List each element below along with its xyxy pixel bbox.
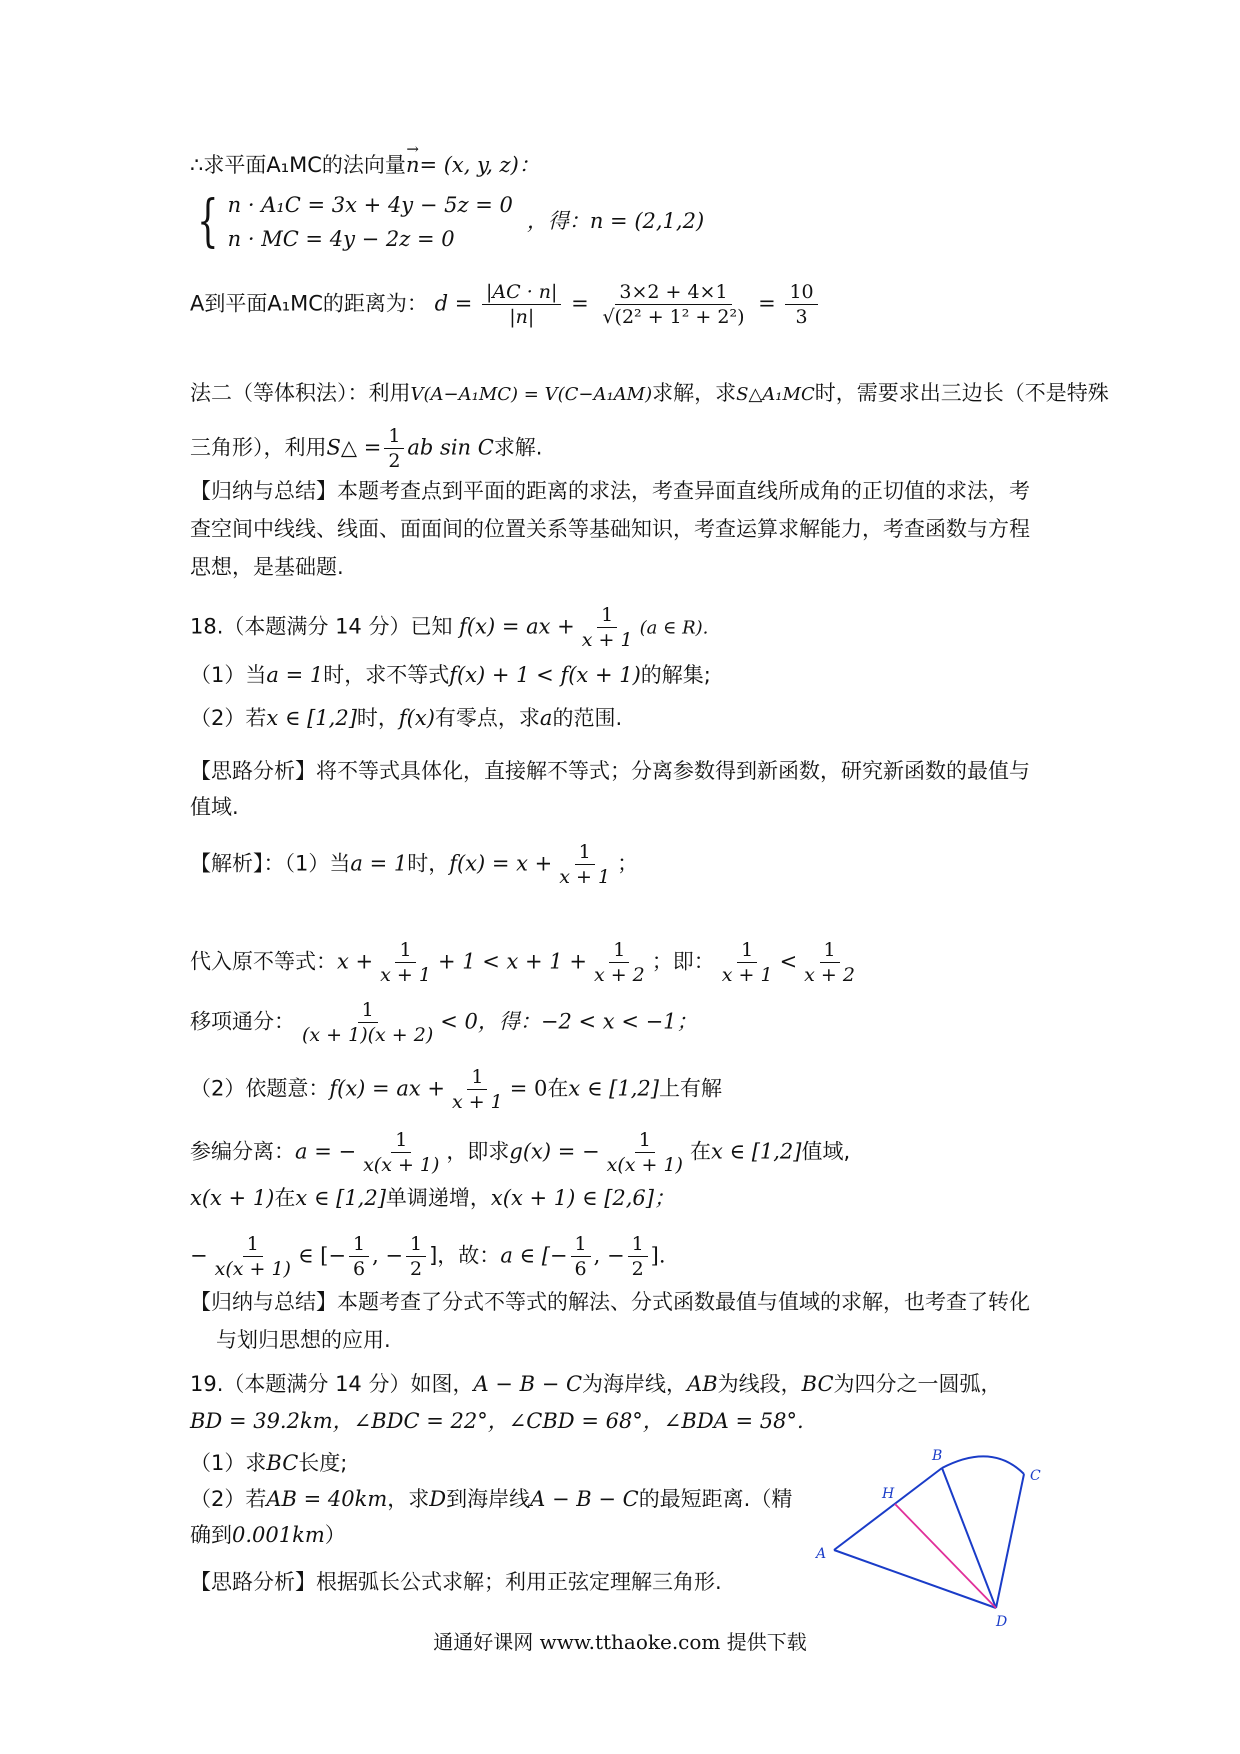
fraction bbox=[603, 1128, 687, 1177]
formula: < bbox=[779, 949, 798, 974]
summary-line: 查空间中线线、线面、面面间的位置关系等基础知识，考查运算求解能力，考查函数与方程 bbox=[190, 517, 1030, 541]
fraction bbox=[590, 938, 649, 987]
combine-line bbox=[190, 998, 698, 1047]
text: 为四分之一圆弧， bbox=[833, 1372, 1002, 1396]
numerator: 1 bbox=[737, 938, 757, 963]
numerator: 1 bbox=[243, 1232, 263, 1257]
denominator: 2 bbox=[410, 1258, 423, 1280]
formula: x ∈ [1,2] bbox=[710, 1139, 802, 1164]
fraction bbox=[571, 1232, 591, 1281]
formula: x + bbox=[337, 949, 374, 974]
numerator: 10 bbox=[785, 280, 817, 305]
denominator: 2 bbox=[631, 1258, 644, 1280]
numerator: 1 bbox=[384, 424, 404, 449]
text: 在 bbox=[274, 1186, 296, 1210]
question-19-part-2 bbox=[190, 1484, 792, 1514]
question-18-part-2 bbox=[190, 703, 622, 733]
formula: BD = 39.2km，∠BDC = 22°，∠CBD = 68°，∠BDA = 58°. bbox=[190, 1409, 804, 1433]
denominator: x(x + 1) bbox=[363, 1154, 440, 1176]
denominator: x + 1 bbox=[721, 964, 773, 986]
formula: x ∈ [1,2] bbox=[568, 1076, 659, 1101]
segment-AD bbox=[834, 1550, 996, 1608]
fraction bbox=[598, 280, 748, 329]
separation-line bbox=[190, 1128, 850, 1177]
text: ） bbox=[324, 1523, 346, 1547]
text: ]，故： bbox=[429, 1243, 501, 1268]
question-19 bbox=[190, 1369, 1002, 1399]
text: 18.（本题满分 14 分）已知 bbox=[190, 614, 453, 639]
text: 移项通分： bbox=[190, 1009, 295, 1034]
text: 在 bbox=[689, 1139, 711, 1164]
text: 为线段， bbox=[717, 1372, 802, 1396]
formula: x ∈ [1,2] bbox=[295, 1186, 386, 1210]
analysis-line: 【思路分析】根据弧长公式求解；利用正弦定理解三角形. bbox=[190, 1570, 722, 1594]
text: 的最短距离.（精 bbox=[638, 1487, 793, 1511]
text: 有零点，求 bbox=[434, 706, 540, 730]
formula: ∈ [− bbox=[297, 1243, 346, 1268]
label-C: C bbox=[1030, 1468, 1041, 1484]
analysis-line: 【思路分析】将不等式具体化，直接解不等式；分离参数得到新函数，研究新函数的最值与 bbox=[190, 759, 1030, 783]
denominator: 2 bbox=[388, 450, 401, 472]
formula: f(x) = ax + bbox=[329, 1076, 445, 1101]
question-19-part-1 bbox=[190, 1448, 347, 1478]
text: 上有解 bbox=[658, 1076, 722, 1101]
text: （1）求 bbox=[190, 1451, 267, 1475]
text: ，求 bbox=[387, 1487, 430, 1511]
numerator: 1 bbox=[358, 998, 378, 1023]
segment-BD bbox=[942, 1468, 996, 1608]
segment-AB bbox=[834, 1468, 942, 1550]
label-B: B bbox=[932, 1448, 943, 1464]
denominator: x + 1 bbox=[451, 1091, 503, 1113]
summary-line: 思想，是基础题. bbox=[190, 555, 344, 579]
formula: − bbox=[190, 1243, 208, 1268]
fraction bbox=[349, 1232, 369, 1281]
formula: f(x) + 1 < f(x + 1) bbox=[449, 663, 641, 687]
formula: f(x) = x + bbox=[449, 851, 553, 876]
text: 的范围. bbox=[552, 706, 623, 730]
formula: ]. bbox=[650, 1243, 666, 1268]
fraction bbox=[800, 938, 859, 987]
summary-line: 【归纳与总结】本题考查了分式不等式的解法、分式函数最值与值域的求解，也考查了转化 bbox=[190, 1290, 1030, 1314]
denominator: 6 bbox=[352, 1258, 366, 1280]
text: 时，求不等式 bbox=[323, 663, 450, 687]
formula: < 0，得：−2 < x < −1； bbox=[440, 1009, 698, 1034]
numerator: 1 bbox=[349, 1232, 369, 1257]
text: 求解，求 bbox=[652, 381, 737, 405]
text: = (x, y, z)： bbox=[419, 153, 540, 177]
text: （2）若 bbox=[190, 1487, 267, 1511]
footer-text: 通通好课网 www.tthaoke.com 提供下载 bbox=[433, 1630, 807, 1654]
fraction bbox=[406, 1232, 426, 1281]
fraction bbox=[555, 840, 614, 889]
text: 求解. bbox=[493, 435, 543, 460]
formula: (a ∈ R). bbox=[639, 617, 709, 639]
text: ∴求平面A₁MC的法向量 bbox=[190, 153, 406, 177]
formula: f(x) = ax + bbox=[459, 614, 575, 639]
numerator: |AC · n| bbox=[482, 280, 561, 305]
numerator: 3×2 + 4×1 bbox=[615, 280, 731, 305]
question-18-part-1 bbox=[190, 660, 711, 690]
numerator: 1 bbox=[391, 1128, 411, 1153]
numerator: 1 bbox=[571, 1232, 591, 1257]
fraction bbox=[298, 998, 437, 1047]
formula: V(A−A₁MC) = V(C−A₁AM) bbox=[410, 384, 653, 405]
denominator: √(2² + 1² + 2²) bbox=[602, 306, 745, 328]
formula: 0.001km bbox=[232, 1523, 325, 1547]
fraction bbox=[718, 938, 777, 987]
formula: f(x) bbox=[398, 706, 435, 730]
monotonic-line bbox=[190, 1183, 675, 1213]
denominator: 6 bbox=[574, 1258, 587, 1280]
numerator: 1 bbox=[406, 1232, 426, 1257]
method-two-line-2 bbox=[190, 424, 543, 473]
numerator: 1 bbox=[635, 1128, 655, 1153]
fraction bbox=[482, 280, 561, 329]
system-result: ，得：n = (2,1,2) bbox=[526, 209, 705, 233]
denominator: 3 bbox=[795, 306, 808, 328]
text: 长度; bbox=[298, 1451, 348, 1475]
text: 在 bbox=[547, 1076, 569, 1101]
formula: a = − bbox=[295, 1139, 357, 1164]
formula: x(x + 1) ∈ [2,6]； bbox=[490, 1186, 675, 1210]
summary-line: 【归纳与总结】本题考查点到平面的距离的求法，考查异面直线所成角的正切值的求法，考 bbox=[190, 479, 1030, 503]
question-19-given bbox=[190, 1406, 804, 1436]
formula: AB = 40km bbox=[266, 1487, 388, 1511]
fraction bbox=[384, 424, 404, 473]
distance-line: A到平面A₁MC的距离为： d = $\frac{|AC \cdot n|}{|n|}$ = $\frac{3\times 2 + 4\times 1}{\text{√(2² + 1² + 2²)}}$ = $\frac{10}{3}$ bbox=[190, 280, 821, 329]
formula: a = 1 bbox=[350, 851, 408, 876]
formula: A − B − C bbox=[530, 1487, 639, 1511]
fraction bbox=[211, 1232, 295, 1281]
numerator: 1 bbox=[609, 938, 629, 963]
brace: { bbox=[197, 189, 219, 254]
fraction bbox=[785, 280, 817, 329]
numerator: 1 bbox=[597, 603, 617, 628]
question-18 bbox=[190, 603, 708, 652]
formula: AB bbox=[687, 1372, 718, 1396]
text: 时，需要求出三边长（不是特殊 bbox=[814, 381, 1109, 405]
numerator: 1 bbox=[628, 1232, 648, 1257]
equation-system bbox=[190, 188, 704, 256]
text: 确到 bbox=[190, 1523, 232, 1547]
text: ，即求 bbox=[446, 1139, 510, 1164]
denominator: x(x + 1) bbox=[214, 1258, 291, 1280]
text: 值域, bbox=[801, 1139, 851, 1164]
numerator: 1 bbox=[820, 938, 840, 963]
denominator: x + 2 bbox=[593, 964, 645, 986]
question-19-part-2-cont bbox=[190, 1520, 346, 1550]
fraction bbox=[448, 1065, 507, 1114]
formula: a bbox=[539, 706, 553, 730]
text: （1）当 bbox=[190, 663, 267, 687]
denominator: x + 1 bbox=[559, 866, 611, 888]
formula: , − bbox=[372, 1243, 404, 1268]
denominator: x + 1 bbox=[380, 964, 431, 986]
denominator: |n| bbox=[509, 306, 535, 328]
formula: x(x + 1) bbox=[190, 1186, 275, 1210]
denominator: (x + 1)(x + 2) bbox=[302, 1024, 434, 1046]
formula: D bbox=[429, 1487, 447, 1511]
numerator: 1 bbox=[575, 840, 595, 865]
formula: g(x) = − bbox=[509, 1139, 600, 1164]
normal-vector-line bbox=[190, 150, 540, 180]
text: 【解析】：（1）当 bbox=[190, 851, 351, 876]
text: （2）若 bbox=[190, 706, 267, 730]
text: 法二（等体积法）：利用 bbox=[190, 381, 411, 405]
result-line bbox=[190, 1232, 666, 1281]
formula: + 1 < x + 1 + bbox=[437, 949, 587, 974]
solution-part-1 bbox=[190, 840, 638, 889]
system-lines bbox=[228, 188, 513, 256]
text: ； bbox=[617, 851, 639, 876]
system-eq-1: n · A₁C = 3x + 4y − 5z = 0 bbox=[227, 193, 513, 217]
formula: A − B − C bbox=[473, 1372, 583, 1396]
text: （2）依题意： bbox=[190, 1076, 330, 1101]
formula: x ∈ [1,2] bbox=[266, 706, 357, 730]
text: d = bbox=[434, 291, 473, 316]
fraction bbox=[578, 603, 637, 652]
text: 时， bbox=[356, 706, 399, 730]
text: 的解集; bbox=[640, 663, 711, 687]
coastline-figure bbox=[810, 1430, 1060, 1630]
formula: BC bbox=[266, 1451, 299, 1475]
substitution-line bbox=[190, 938, 862, 987]
summary-line: 与划归思想的应用. bbox=[216, 1328, 391, 1352]
denominator: x(x + 1) bbox=[606, 1154, 683, 1176]
segment-CD bbox=[996, 1474, 1024, 1608]
fraction bbox=[359, 1128, 443, 1177]
numerator: 1 bbox=[467, 1065, 487, 1090]
formula: BC bbox=[801, 1372, 834, 1396]
denominator: x + 1 bbox=[581, 629, 633, 651]
text: 参编分离： bbox=[190, 1139, 295, 1164]
fraction bbox=[376, 938, 435, 987]
system-eq-2: n · MC = 4y − 2z = 0 bbox=[227, 227, 455, 251]
text: 为海岸线， bbox=[582, 1372, 688, 1396]
formula: S△A₁MC bbox=[736, 384, 815, 405]
formula: a ∈ [− bbox=[500, 1243, 568, 1268]
analysis-line: 值域. bbox=[190, 795, 239, 819]
label-D: D bbox=[996, 1614, 1008, 1630]
formula: S△ = bbox=[326, 435, 382, 460]
altitude-DH bbox=[895, 1504, 996, 1608]
solution-part-2 bbox=[190, 1065, 722, 1114]
formula: ab sin C bbox=[407, 435, 494, 460]
fraction bbox=[628, 1232, 648, 1281]
text: 19.（本题满分 14 分）如图， bbox=[190, 1372, 474, 1396]
text: 时， bbox=[407, 851, 450, 876]
label-A: A bbox=[816, 1546, 827, 1562]
formula: a = 1 bbox=[266, 663, 324, 687]
text: 代入原不等式： bbox=[190, 949, 337, 974]
numerator: 1 bbox=[395, 938, 415, 963]
denominator: x + 2 bbox=[804, 964, 855, 986]
formula: , − bbox=[593, 1243, 625, 1268]
text: 三角形），利用 bbox=[190, 435, 327, 460]
method-two-line-1 bbox=[190, 378, 1109, 410]
label-H: H bbox=[882, 1486, 895, 1502]
text: ；即： bbox=[651, 949, 715, 974]
arc-BC bbox=[942, 1456, 1024, 1474]
text: 单调递增， bbox=[385, 1186, 491, 1210]
vector-n: → n bbox=[406, 150, 420, 180]
formula: = 0 bbox=[509, 1076, 548, 1101]
text: 到海岸线 bbox=[446, 1487, 531, 1511]
text: A到平面A₁MC的距离为： bbox=[190, 291, 428, 316]
